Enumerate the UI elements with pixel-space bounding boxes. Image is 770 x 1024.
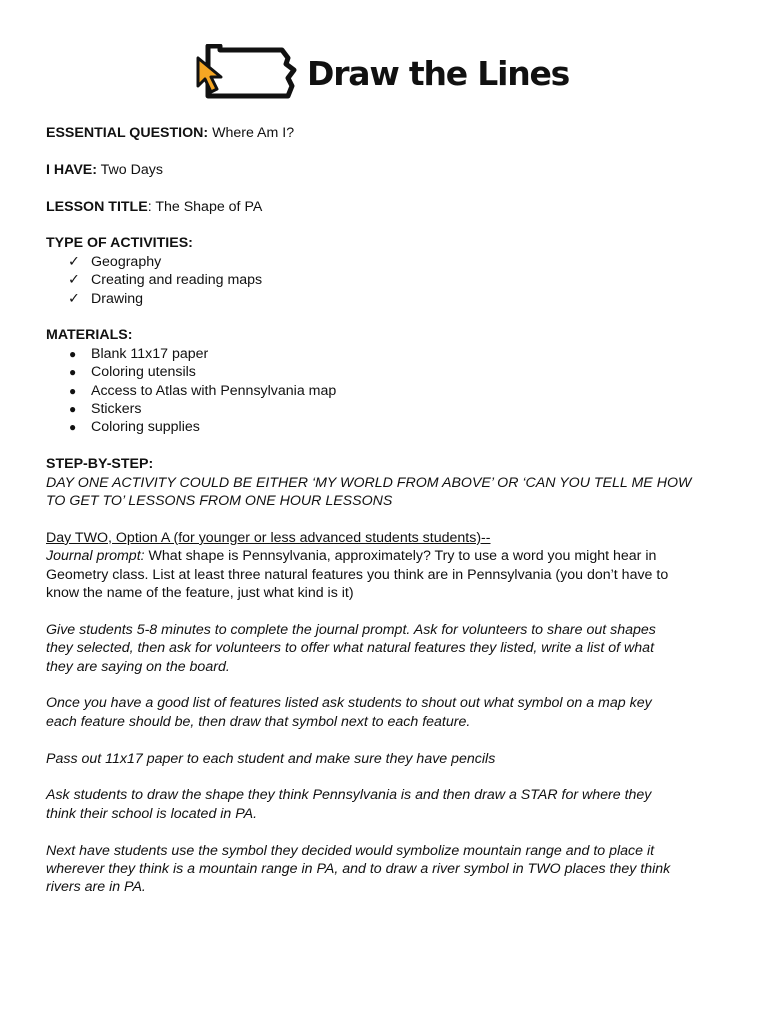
essential-question-label: ESSENTIAL QUESTION: <box>46 125 209 141</box>
i-have-value: Two Days <box>100 161 163 178</box>
materials-heading: MATERIALS: <box>46 327 133 344</box>
list-item: ● Access to Atlas with Pennsylvania map <box>69 382 337 399</box>
list-item: ✓ Drawing <box>68 290 144 307</box>
logo-text: Draw the Lines <box>307 54 570 93</box>
bullet-icon: ● <box>69 383 77 398</box>
day-two-heading: Day TWO, Option A (for younger or less advanced students students)-- <box>46 529 491 546</box>
steps-intro-line: TO GET TO’ LESSONS FROM ONE HOUR LESSONS <box>46 493 393 510</box>
paragraph-line: Next have students use the symbol they decided would symbolize mountain range and to place it <box>46 842 655 859</box>
materials-list <box>46 345 726 437</box>
bullet-icon: ● <box>69 402 77 417</box>
list-item: ● Coloring utensils <box>69 364 196 381</box>
essential-question <box>46 124 726 142</box>
pennsylvania-cursor-icon <box>194 44 298 102</box>
bullet-icon: ● <box>69 365 77 380</box>
journal-prompt-line: know the name of the feature, just what kind is it) <box>46 585 354 602</box>
journal-prompt-line: Geometry class. List at least three natural features you think are in Pennsylvania (you don’t have to <box>46 566 669 583</box>
bullet-icon: ● <box>69 420 77 435</box>
paragraph-line: Pass out 11x17 paper to each student and make sure they have pencils <box>46 750 496 767</box>
lesson-document <box>46 124 726 897</box>
paragraph-line: Once you have a good list of features listed ask students to shout out what symbol on a map key <box>46 695 652 712</box>
i-have <box>46 161 726 179</box>
paragraph-line: think their school is located in PA. <box>46 805 258 822</box>
lesson-title-value: : The Shape of PA <box>147 198 263 215</box>
checkmark-icon: ✓ <box>68 272 80 289</box>
lesson-title-label: LESSON TITLE <box>46 198 148 215</box>
paragraph-line: Give students 5-8 minutes to complete the journal prompt. Ask for volunteers to share out shapes <box>46 621 656 638</box>
checkmark-icon: ✓ <box>68 253 80 270</box>
steps-intro-line: DAY ONE ACTIVITY COULD BE EITHER ‘MY WORLD FROM ABOVE’ OR ‘CAN YOU TELL ME HOW <box>46 474 692 491</box>
paragraph-line: rivers are in PA. <box>46 879 146 896</box>
list-item: ● Stickers <box>69 401 142 418</box>
paragraph-line: Ask students to draw the shape they think Pennsylvania is and then draw a STAR for where they <box>46 787 652 804</box>
paragraph-line: they are saying on the board. <box>46 658 230 675</box>
paragraph-line: each feature should be, then draw that symbol next to each feature. <box>46 713 471 730</box>
list-item: ● Blank 11x17 paper <box>69 345 209 362</box>
essential-question-value: Where Am I? <box>212 125 295 141</box>
logo <box>194 44 574 102</box>
activities-list <box>46 253 726 308</box>
lesson-title <box>46 198 726 216</box>
list-item: ✓ Geography <box>68 253 162 270</box>
list-item: ● Coloring supplies <box>69 419 200 436</box>
bullet-icon: ● <box>69 346 77 361</box>
steps-heading: STEP-BY-STEP: <box>46 456 154 473</box>
list-item: ✓ Creating and reading maps <box>68 272 263 289</box>
checkmark-icon: ✓ <box>68 290 80 307</box>
paragraph-line: wherever they think is a mountain range in PA, and to draw a river symbol in TWO places they think <box>46 861 671 878</box>
journal-prompt-line: Journal prompt: What shape is Pennsylvania, approximately? Try to use a word you might hear in <box>46 548 657 565</box>
activities-heading: TYPE OF ACTIVITIES: <box>46 235 193 252</box>
i-have-label: I HAVE: <box>46 161 97 178</box>
journal-prompt-label: Journal prompt: <box>46 548 145 565</box>
paragraph-line: they selected, then ask for volunteers to offer what natural features they listed, write a list of what <box>46 640 655 657</box>
